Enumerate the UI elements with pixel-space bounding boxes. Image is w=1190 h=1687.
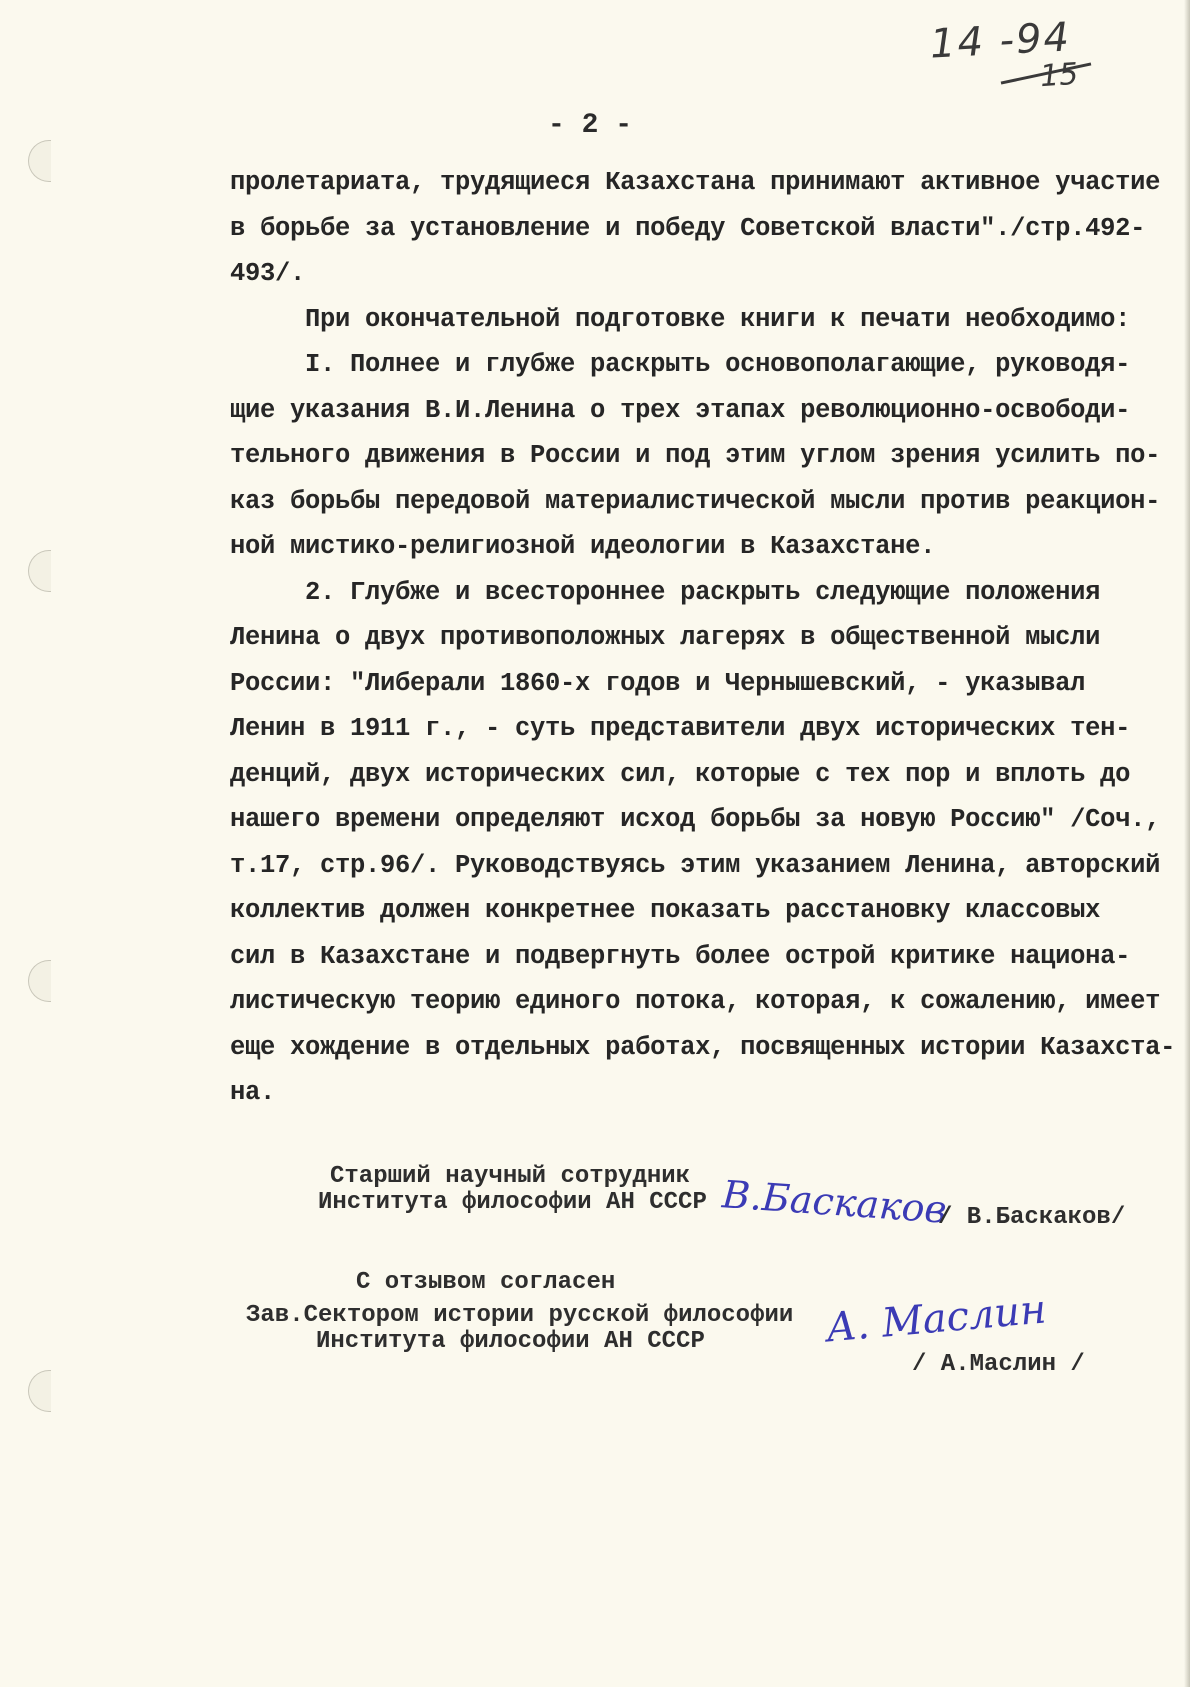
signature-1-title-line2: Института философии АН СССР: [318, 1189, 707, 1216]
signature-2-title-line2: Института философии АН СССР: [316, 1328, 705, 1355]
body-line: денций, двух исторических сил, которые с тех пор и вплоть до: [230, 759, 1131, 789]
body-line: т.17, стр.96/. Руководствуясь этим указанием Ленина, авторский: [230, 850, 1161, 880]
signature-1-typed-name: / В.Баскаков/: [938, 1204, 1126, 1231]
handwritten-archive-subnumber: 15: [1038, 56, 1080, 95]
body-line: еще хождение в отдельных работах, посвященных истории Казахста-: [230, 1032, 1176, 1062]
body-line: ной мистико-религиозной идеологии в Казахстане.: [230, 532, 936, 561]
body-line: тельного движения в России и под этим углом зрения усилить по-: [230, 441, 1161, 470]
body-line: сил в Казахстане и подвергнуть более острой критике национа-: [230, 941, 1131, 971]
body-line: 2. Глубже и всестороннее раскрыть следующие положения: [230, 577, 1101, 607]
body-line: Ленин в 1911 г., - суть представители двух исторических тен-: [230, 714, 1131, 743]
signature-1-handwritten: В.Баскаков: [720, 1172, 949, 1232]
signature-1-title-line1: Старший научный сотрудник: [330, 1163, 691, 1190]
body-line: коллектив должен конкретнее показать расстановку классовых: [230, 896, 1101, 925]
punch-hole: [28, 140, 51, 182]
typed-body-text: [230, 160, 1176, 1116]
paper-edge-shadow: [1184, 0, 1190, 1687]
signature-1-title: [318, 1163, 707, 1216]
punch-hole: [28, 1370, 51, 1412]
signature-2-agree-line: С отзывом согласен: [356, 1269, 616, 1296]
signature-2-typed-name: / А.Маслин /: [912, 1351, 1085, 1378]
body-line: 493/.: [230, 259, 306, 288]
body-line: При окончательной подготовке книги к печати необходимо:: [230, 304, 1131, 334]
signature-2-handwritten: А. Маслин: [824, 1286, 1049, 1352]
body-line: Ленина о двух противоположных лагерях в общественной мысли: [230, 623, 1101, 652]
body-line: нашего времени определяют исход борьбы за новую Россию" /Соч.,: [230, 805, 1161, 834]
body-line: на.: [230, 1078, 276, 1107]
page-number: - 2 -: [548, 110, 633, 141]
signature-2-title-line1: Зав.Сектором истории русской философии: [246, 1302, 794, 1329]
body-line: России: "Либерали 1860-х годов и Чернышевский, - указывал: [230, 668, 1086, 698]
punch-hole: [28, 550, 51, 592]
signature-2-title: [246, 1303, 793, 1355]
body-line: листическую теорию единого потока, которая, к сожалению, имеет: [230, 987, 1161, 1016]
body-line: каз борьбы передовой материалистической мысли против реакцион-: [230, 486, 1161, 516]
punch-hole: [28, 960, 51, 1002]
body-line: I. Полнее и глубже раскрыть основополагающие, руководя-: [230, 350, 1131, 379]
body-line: щие указания В.И.Ленина о трех этапах революционно-освободи-: [230, 395, 1131, 425]
handwritten-archive-number: 14 -94: [928, 14, 1073, 68]
body-line: пролетариата, трудящиеся Казахстана принимают активное участие: [230, 168, 1161, 197]
body-line: в борьбе за установление и победу Советской власти"./стр.492-: [230, 213, 1146, 243]
